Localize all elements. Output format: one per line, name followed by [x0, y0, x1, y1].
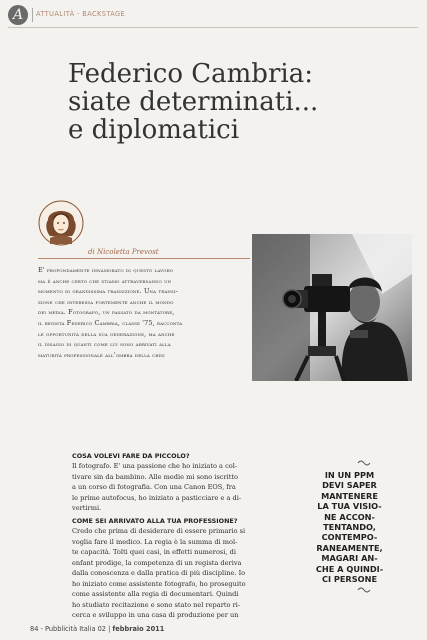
magazine-logo-icon: A	[8, 5, 28, 25]
intro-line: dei media. Fotografo, un passato da montatore,	[38, 308, 175, 317]
answer-paragraph	[72, 461, 292, 514]
pull-quote-line: NE ACCON-	[324, 511, 375, 522]
answer-line: ho studiato recitazione e sono stato nel reparto ri-	[72, 600, 241, 609]
intro-line: il disagio di quanti come lui sono arrivati alla	[38, 340, 171, 349]
byline: di Nicoletta Prevost	[88, 248, 159, 256]
pull-quote	[292, 470, 407, 584]
quote-ornament-icon	[357, 586, 371, 594]
answer-line: te capacità. Tolti quei casi, in effetti numerosi, di	[72, 548, 236, 556]
page-footer	[30, 625, 164, 633]
pull-quote-line: MAGARI AN-	[321, 553, 378, 564]
pull-quote-line: IN UN PPM	[324, 470, 375, 480]
answer-line: dalla conoscenza e dalla pratica di più discipline. Io	[72, 569, 246, 577]
pull-quote-line: MANTENERE	[321, 490, 378, 501]
pull-quote-line: CONTEMPO-	[321, 532, 378, 543]
title-line: e diplomatici	[68, 115, 240, 145]
intro-paragraph	[38, 265, 250, 360]
pull-quote-line: CHE A QUINDI-	[315, 563, 384, 574]
header-rule	[8, 27, 418, 28]
answer-line: come assistente alla regia di documentari. Quindi	[72, 590, 239, 598]
intro-line: maturità professionale all'ombra della crisi	[38, 350, 165, 359]
pull-quote-line: CI PERSONE	[321, 574, 378, 585]
answer-line: tivare sin da bambino. Alle medie mi sono iscritto	[72, 472, 238, 481]
header-separator	[32, 8, 33, 22]
article-photo	[252, 234, 412, 381]
answer-line: ho iniziato come assistente fotografo, ho proseguito	[72, 579, 246, 588]
section-label: ATTUALITÀ - BACKSTAGE	[36, 10, 126, 18]
answer-line: a un corso di fotografia. Con una Canon EOS, fra	[72, 483, 236, 491]
intro-line: momento di grandissima transizione. Una transi-	[38, 287, 178, 296]
page-number: 84	[30, 625, 39, 633]
answer-line: vertirmi.	[72, 504, 102, 512]
intro-line: il regista Federico Cambria, classe '75, racconta	[38, 318, 183, 327]
pull-quote-line: TENTANDO,	[323, 522, 376, 533]
title-line: Federico Cambria:	[68, 59, 313, 89]
answer-paragraph	[72, 526, 292, 621]
answer-line: Il fotografo. E' una passione che ho iniziato a col-	[72, 462, 238, 470]
answer-line: le prime autofocus, ho iniziato a pasticciare e a di-	[72, 493, 242, 502]
intro-line: zione che interessa fortemente anche il mondo	[38, 297, 174, 306]
issue-date: febbraio 2011	[112, 625, 165, 633]
byline-rule	[38, 258, 250, 259]
author-portrait-illustration	[38, 200, 84, 246]
answer-line: cerca e sviluppo in una casa di produzione per un	[72, 611, 239, 619]
magazine-name: - Pubblicità Italia 02 |	[40, 625, 111, 633]
pull-quote-line: RANEAMENTE,	[316, 542, 383, 553]
answer-line: voglia fare il medico. La regia è la summa di mol-	[72, 537, 238, 546]
quote-ornament-icon	[357, 459, 371, 467]
title-line: siate determinati...	[68, 87, 319, 117]
article-title	[68, 60, 398, 144]
question-heading: COSA VOLEVI FARE DA PICCOLO?	[72, 452, 190, 460]
intro-line: le opportunità della sua generazione, ma anche	[38, 329, 175, 338]
answer-line: enfant prodige, la competenza di un regista deriva	[72, 558, 242, 567]
intro-line: E' profondamente innamorato di questo lavoro	[38, 266, 174, 274]
pull-quote-line: LA TUA VISIO-	[317, 501, 382, 512]
answer-line: Credo che prima di desiderare di essere primario si	[72, 527, 246, 535]
intro-line: ma è anche certo che stiamo attraversando un	[38, 276, 172, 285]
pull-quote-line: DEVI SAPER	[322, 480, 377, 491]
question-heading: COME SEI ARRIVATO ALLA TUA PROFESSIONE?	[72, 517, 238, 525]
